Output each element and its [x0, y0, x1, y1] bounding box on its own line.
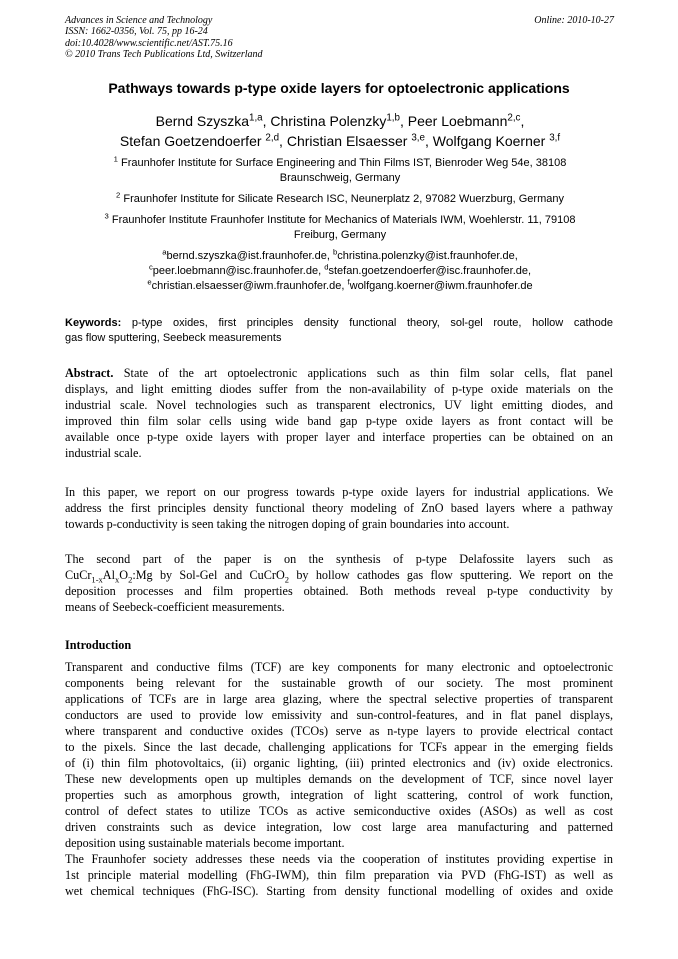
section-heading-introduction: Introduction: [65, 638, 132, 652]
abstract-text: industrial scale. Novel technologies such as transparent electronics, UV light emitting diodes, and: [65, 398, 613, 412]
paragraph-synthesis: [65, 551, 613, 615]
author-name: Christian Elsaesser: [286, 133, 408, 149]
keywords-text: gas flow sputtering, Seebeck measurements: [65, 332, 282, 344]
author-sep: ,: [424, 133, 433, 149]
abstract-text: available once p-type oxide layers with proper layer and interface properties can be obtained on an: [65, 430, 613, 444]
intro-line: 1st principle material modelling (FhG-IWM), thin film preparation via PVD (FhG-IST) as well as: [65, 868, 613, 882]
email-key: e: [147, 277, 152, 287]
email-link[interactable]: peer.loebmann@isc.fraunhofer.de: [152, 265, 319, 277]
email-key: f: [347, 277, 350, 287]
intro-line: properties such as amorphous growth, integration of light scattering, control of work function,: [65, 788, 613, 802]
intro-line: of (i) thin film photovoltaics, (ii) organic lighting, (iii) printed electronics and (iv) oxide electronics.: [65, 756, 613, 770]
affiliation-3: [60, 213, 620, 243]
author-name: Bernd Szyszka: [155, 113, 249, 129]
affiliation-text: Braunschweig, Germany: [279, 172, 401, 184]
paragraph-text: In this paper, we report on our progress towards p-type oxide layers for industrial applications. We: [65, 485, 613, 499]
author-name: Wolfgang Koerner: [432, 133, 546, 149]
author-sup: 2,d: [265, 132, 280, 144]
author-line-1: [60, 111, 620, 131]
email-key: a: [162, 247, 167, 257]
formula-part: Al: [102, 568, 115, 582]
affiliation-number: 3: [104, 211, 109, 221]
formula-part: O: [119, 568, 129, 582]
paragraph-text: address the first principles density functional theory modeling of ZnO based layers where a pathway: [65, 501, 613, 515]
intro-line: The Fraunhofer society addresses these needs via the cooperation of institutes providing expertise in: [65, 852, 613, 866]
abstract-block: [65, 365, 613, 461]
issn-line: ISSN: 1662-0356, Vol. 75, pp 16-24: [65, 26, 208, 38]
affiliation-number: 2: [116, 190, 121, 200]
author-sup: 1,a: [249, 112, 263, 124]
abstract-text: improved thin film solar cells using wide band gap p-type oxide layers as front contact will be: [65, 414, 613, 428]
intro-line: driven constraints such as device integration, low cost large area manufacturing and patterned: [65, 820, 613, 834]
email-link[interactable]: christian.elsaesser@iwm.fraunhofer.de: [151, 280, 342, 292]
keywords-block: [65, 316, 613, 346]
formula-sub: 1-x: [91, 574, 103, 585]
email-link[interactable]: wolfgang.koerner@iwm.fraunhofer.de: [349, 280, 533, 292]
affiliation-1: [60, 156, 620, 186]
author-sup: 3,f: [549, 132, 561, 144]
author-line-2: [60, 131, 620, 151]
abstract-label: Abstract.: [65, 366, 114, 380]
abstract-text: industrial scale.: [65, 446, 142, 460]
email-key: b: [332, 247, 338, 257]
online-date: Online: 2010-10-27: [534, 15, 614, 26]
author-name: Christina Polenzky: [270, 113, 387, 129]
paragraph-text: towards p-conductivity is seen taking the nitrogen doping of grain boundaries into account.: [65, 517, 510, 531]
email-link[interactable]: bernd.szyszka@ist.fraunhofer.de: [166, 250, 327, 262]
email-key: d: [324, 262, 329, 272]
intro-line: Transparent and conductive films (TCF) are key components for many electronic and optoelectronic: [65, 660, 613, 674]
author-sup: 1,b: [386, 112, 400, 124]
doi-line: doi:10.4028/www.scientific.net/AST.75.16: [65, 37, 233, 49]
formula-sub: 2: [284, 574, 290, 585]
affiliation-2: [60, 192, 620, 207]
intro-line: conductors are used to provide low emissivity and sun-control-features, and in flat panel displays,: [65, 708, 613, 722]
author-sep: ,: [279, 133, 287, 149]
paragraph-text: The second part of the paper is on the synthesis of p-type Delafossite layers such as: [65, 552, 613, 566]
author-name: Peer Loebmann: [407, 113, 508, 129]
formula-sub: x: [114, 574, 120, 585]
author-sup: 3,e: [411, 132, 425, 144]
intro-line: to the pixels. Since the last decade, challenging applications for TCFs appear in the emerging fields: [65, 740, 613, 754]
author-sep: ,: [520, 113, 525, 129]
journal-name: Advances in Science and Technology: [65, 15, 213, 26]
intro-line: components being relevant for the sustainable growth of our society. The most prominent: [65, 676, 613, 690]
paper-title: Pathways towards p-type oxide layers for optoelectronic applications: [108, 80, 570, 96]
formula-line: [65, 567, 613, 583]
paragraph-text: means of Seebeck-coefficient measurements.: [65, 600, 285, 614]
email-key: c: [148, 262, 153, 272]
formula-part: CuCr: [65, 568, 92, 582]
author-sup: 2,c: [507, 112, 521, 124]
formula-sub: 2: [128, 574, 133, 585]
formula-part: by hollow cathodes gas flow sputtering. We report on the: [289, 568, 613, 582]
email-list: $^a$bernd.szyszka@ist.fraunhofer.de, $^b$christina.polenzky@ist.fraunhofer.de, $^c$peer.loebmann@isc.fraunhofer.de, $^d$stefan.goetzendoerfer@isc.fraunhofer.de, $^e$christian.elsaesser@iwm.fraunhofer.de, $^f$wolfgang.koerner@iwm.fraunhofer.de: [147, 247, 533, 292]
email-link[interactable]: christina.polenzky@ist.fraunhofer.de: [337, 250, 515, 262]
journal-header: [65, 15, 263, 61]
affiliation-number: 1: [113, 154, 118, 164]
abstract-text: displays, and light emitting diodes suffer from the non-availability of p-type oxide materials on the: [65, 382, 613, 396]
affiliation-text: Fraunhofer Institute for Silicate Research ISC, Neunerplatz 2, 97082 Wuerzburg, Germany: [123, 193, 564, 205]
author-name: Stefan Goetzendoerfer: [119, 133, 262, 149]
paragraph-modeling: [65, 484, 613, 532]
email-link[interactable]: stefan.goetzendoerfer@isc.fraunhofer.de: [328, 265, 528, 277]
affiliation-text: Fraunhofer Institute Fraunhofer Institute for Mechanics of Materials IWM, Woehlerstr. 11, 79108: [111, 214, 576, 226]
intro-line: wet chemical techniques (FhG-ISC). Starting from density functional modelling of oxides and oxide: [65, 884, 613, 898]
keywords-label: Keywords:: [65, 317, 122, 329]
author-sep: ,: [399, 113, 408, 129]
introduction-body: [65, 659, 613, 899]
formula-part: :Mg by Sol-Gel and CuCrO: [132, 568, 285, 582]
author-list: [60, 111, 620, 151]
paragraph-text: deposition processes and film properties obtained. Both methods reveal p-type conductivity by: [65, 584, 613, 598]
intro-line: control of defect states to utilize TCOs as active semiconductive oxides (ASOs) as well as cost: [65, 804, 613, 818]
intro-line: applications of TCFs are in large area glazing, where the spectral selective properties of transparent: [65, 692, 613, 706]
intro-line: deposition using sustainable materials become important.: [65, 836, 345, 850]
intro-line: where transparent and conductive oxides (TCOs) serve as n-type layers to provide electrical contact: [65, 724, 613, 738]
intro-line: These new developments open up multiples demands on the development of TCF, since novel layer: [65, 772, 613, 786]
affiliation-text: Fraunhofer Institute for Surface Engineering and Thin Films IST, Bienroder Weg 54e, 38108: [120, 157, 567, 169]
copyright-line: © 2010 Trans Tech Publications Ltd, Switzerland: [65, 49, 263, 61]
author-sep: ,: [262, 113, 271, 129]
abstract-text: State of the art optoelectronic applications such as thin film solar cells, flat panel: [123, 366, 613, 380]
keywords-text: p-type oxides, first principles density functional theory, sol-gel route, hollow cathode: [131, 317, 613, 329]
affiliation-text: Freiburg, Germany: [293, 229, 387, 241]
